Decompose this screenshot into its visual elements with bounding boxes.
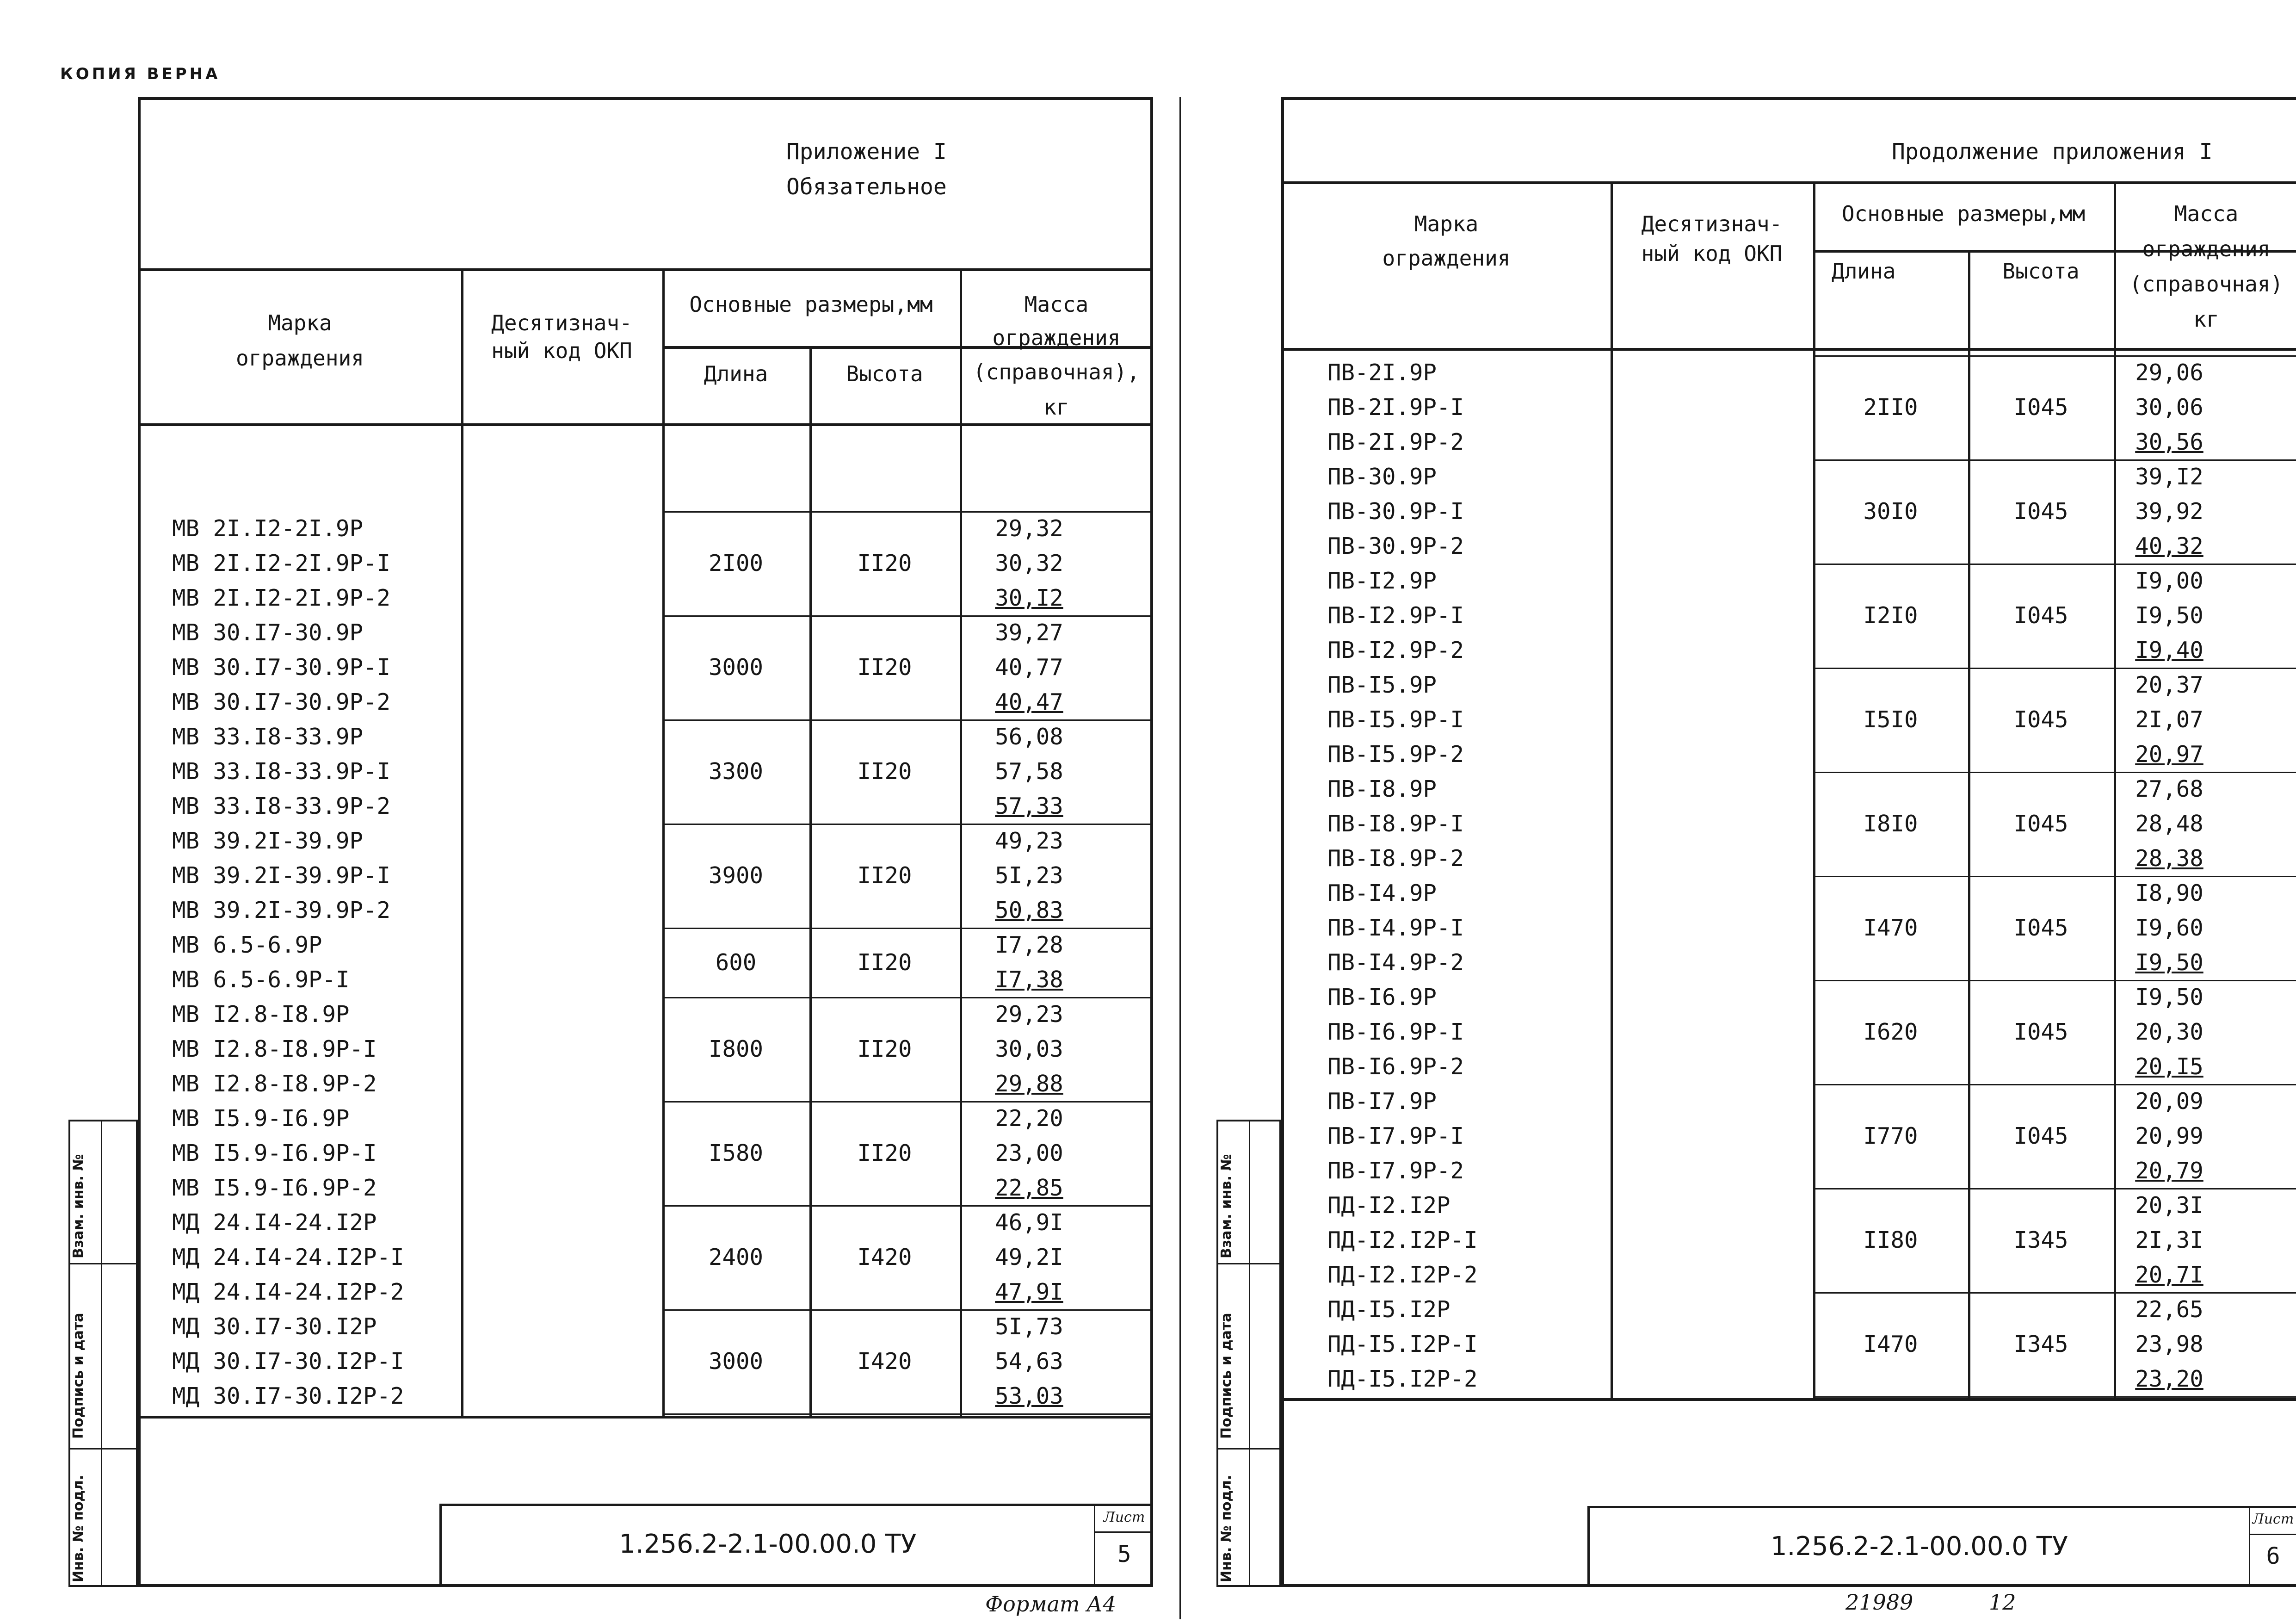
- mark-row: ПД-I2.I2Р: [1327, 1192, 1450, 1219]
- length-value: I5I0: [1863, 706, 1918, 733]
- height-value: I045: [2013, 602, 2068, 629]
- mass-value: I9,50: [2135, 602, 2203, 629]
- height-value: I045: [2013, 498, 2068, 525]
- mark-row: МВ 33.I8-33.9Р: [172, 724, 364, 750]
- mark-row: ПВ-I6.9Р-I: [1327, 1019, 1464, 1045]
- right-side-stamp-label-2: Подпись и дата: [1218, 1313, 1234, 1439]
- mass-group: [2114, 355, 2225, 459]
- mark-row: МВ I2.8-I8.9Р-2: [172, 1071, 377, 1097]
- mass-value: 5I,73: [995, 1313, 1063, 1340]
- r-col-height-header: Высота: [2002, 259, 2080, 284]
- appendix-title: Приложение I: [786, 139, 947, 165]
- height-value: II20: [857, 1140, 912, 1166]
- mark-row: МВ 2I.I2-2I.9Р: [172, 515, 364, 542]
- length-value: 2400: [708, 1244, 763, 1270]
- mass-group: [2114, 1188, 2225, 1292]
- mass-group: [960, 511, 1099, 615]
- mark-row: ПД-I5.I2Р-2: [1327, 1366, 1478, 1392]
- mark-row: МВ 6.5-6.9Р: [172, 932, 322, 958]
- mark-row: ПВ-I5.9Р-2: [1327, 741, 1464, 768]
- length-value: I2I0: [1863, 602, 1918, 629]
- mass-value: 29,88: [995, 1071, 1063, 1097]
- mark-row: МД 30.I7-30.I2Р-2: [172, 1383, 404, 1409]
- mass-group: [2114, 668, 2225, 772]
- length-value: I470: [1863, 1331, 1918, 1357]
- length-value: 3900: [708, 862, 763, 889]
- mass-value: I8,90: [2135, 880, 2203, 906]
- mass-value: 23,98: [2135, 1331, 2203, 1357]
- col-divider-code: [461, 268, 463, 1416]
- r-col-divider-code: [1611, 181, 1613, 1398]
- mark-row: МВ 33.I8-33.9Р-I: [172, 758, 391, 785]
- mass-value: I7,38: [995, 966, 1063, 993]
- r-col-code-header-1: Десятизнач-: [1641, 211, 1783, 236]
- mass-group: [960, 615, 1099, 719]
- mark-row: ПВ-I5.9Р: [1327, 672, 1437, 698]
- mass-value: 22,20: [995, 1105, 1063, 1132]
- mark-row: ПВ-I2.9Р: [1327, 568, 1437, 594]
- length-value: 3300: [708, 758, 763, 785]
- length-value: I770: [1863, 1123, 1918, 1149]
- length-value: I470: [1863, 915, 1918, 941]
- mass-value: 57,33: [995, 793, 1063, 819]
- mass-value: 54,63: [995, 1348, 1063, 1375]
- mass-value: 39,I2: [2135, 464, 2203, 490]
- group-separator: [1813, 1396, 2296, 1398]
- mass-value: 28,38: [2135, 845, 2203, 872]
- right-side-stamp-divider: [1249, 1120, 1250, 1587]
- left-sheet-label: Лист: [1103, 1509, 1145, 1525]
- mark-row: ПВ-I6.9Р: [1327, 984, 1437, 1010]
- r-header-bottom-line: [1281, 348, 2296, 351]
- mark-row: МВ I5.9-I6.9Р: [172, 1105, 350, 1132]
- mass-value: 47,9I: [995, 1279, 1063, 1305]
- mass-value: 20,3I: [2135, 1192, 2203, 1219]
- mark-row: МД 30.I7-30.I2Р: [172, 1313, 377, 1340]
- right-doc-code: 1.256.2-2.1-00.00.0 ТУ: [1770, 1531, 2068, 1561]
- left-side-stamp-divider: [101, 1120, 102, 1587]
- height-value: I045: [2013, 915, 2068, 941]
- mass-value: 40,32: [2135, 533, 2203, 559]
- mark-row: ПВ-I8.9Р-I: [1327, 811, 1464, 837]
- left-side-stamp-label-2: Подпись и дата: [70, 1313, 86, 1439]
- mark-row: ПВ-I4.9Р-2: [1327, 949, 1464, 976]
- col-dims-header: Основные размеры,мм: [689, 292, 933, 317]
- mass-value: 56,08: [995, 724, 1063, 750]
- mass-group: [2114, 1084, 2225, 1188]
- right-sheet-label: Лист: [2252, 1511, 2294, 1527]
- mass-value: 27,68: [2135, 776, 2203, 802]
- col-code-header-2: ный код ОКП: [491, 338, 632, 363]
- mass-value: 23,00: [995, 1140, 1063, 1166]
- mass-value: 2I,3I: [2135, 1227, 2203, 1253]
- mass-value: 30,I2: [995, 585, 1063, 611]
- col-mark-header-2: ограждения: [236, 346, 364, 371]
- height-value: I420: [857, 1244, 912, 1270]
- mark-row: МД 24.I4-24.I2Р-2: [172, 1279, 404, 1305]
- header-top-line: [138, 268, 1153, 271]
- length-value: I8I0: [1863, 811, 1918, 837]
- mark-row: МВ 33.I8-33.9Р-2: [172, 793, 391, 819]
- mass-value: 20,09: [2135, 1088, 2203, 1115]
- mass-value: 46,9I: [995, 1209, 1063, 1236]
- mass-value: 30,03: [995, 1036, 1063, 1062]
- r-header-top-line: [1281, 181, 2296, 184]
- length-value: 3000: [708, 654, 763, 681]
- mass-value: 20,7I: [2135, 1262, 2203, 1288]
- height-value: I045: [2013, 394, 2068, 421]
- r-col-mass-header-1: Масса: [2174, 201, 2239, 226]
- mass-value: 5I,23: [995, 862, 1063, 889]
- mark-row: МВ 39.2I-39.9Р-I: [172, 862, 391, 889]
- mark-row: МВ I5.9-I6.9Р-2: [172, 1175, 377, 1201]
- mass-value: 22,85: [995, 1175, 1063, 1201]
- left-side-stamp-label-3: Взам. инв. №: [70, 1154, 86, 1258]
- mark-row: МВ 2I.I2-2I.9Р-I: [172, 550, 391, 576]
- mass-group: [960, 997, 1099, 1101]
- mark-row: МВ I2.8-I8.9Р: [172, 1001, 350, 1028]
- mark-row: МВ 2I.I2-2I.9Р-2: [172, 585, 391, 611]
- mass-value: I7,28: [995, 932, 1063, 958]
- copy-stamp: КОПИЯ ВЕРНА: [60, 65, 221, 83]
- r-col-length-header: Длина: [1832, 259, 1896, 284]
- left-side-stamp-line-1: [68, 1263, 138, 1264]
- length-value: 3000: [708, 1348, 763, 1375]
- right-side-stamp-line-2: [1216, 1448, 1281, 1450]
- mass-value: I9,50: [2135, 949, 2203, 976]
- height-value: II20: [857, 654, 912, 681]
- mass-value: I9,60: [2135, 915, 2203, 941]
- right-side-stamp-line-1: [1216, 1263, 1281, 1264]
- mass-value: 20,99: [2135, 1123, 2203, 1149]
- length-value: I580: [708, 1140, 763, 1166]
- mass-group: [2114, 772, 2225, 876]
- mark-row: ПВ-30.9Р: [1327, 464, 1437, 490]
- length-value: I620: [1863, 1019, 1918, 1045]
- r-col-mass-header-3: (справочная): [2129, 272, 2284, 297]
- mark-row: МД 24.I4-24.I2Р: [172, 1209, 377, 1236]
- length-value: I800: [708, 1036, 763, 1062]
- length-value: II80: [1863, 1227, 1918, 1253]
- mass-value: I9,40: [2135, 637, 2203, 663]
- height-value: II20: [857, 758, 912, 785]
- height-value: I345: [2013, 1227, 2068, 1253]
- height-value: I045: [2013, 1019, 2068, 1045]
- col-length-header: Длина: [704, 361, 768, 386]
- col-mass-header-3: (справочная),: [973, 359, 1140, 384]
- left-side-stamp-line-2: [68, 1448, 138, 1450]
- col-mass-header-4: кг: [1043, 395, 1069, 420]
- mass-value: 2I,07: [2135, 706, 2203, 733]
- left-side-stamp-label-1: Инв. № подл.: [70, 1474, 86, 1582]
- mass-group: [960, 824, 1099, 928]
- mass-value: 30,32: [995, 550, 1063, 576]
- mark-row: ПВ-I2.9Р-I: [1327, 602, 1464, 629]
- mark-row: МВ 30.I7-30.9Р-I: [172, 654, 391, 681]
- col-mass-header-2: ограждения: [992, 325, 1121, 350]
- right-sheet-number: 6: [2266, 1542, 2280, 1569]
- mark-row: ПВ-I2.9Р-2: [1327, 637, 1464, 663]
- height-value: I045: [2013, 1123, 2068, 1149]
- mark-row: ПВ-I7.9Р-2: [1327, 1158, 1464, 1184]
- mark-row: МВ I5.9-I6.9Р-I: [172, 1140, 377, 1166]
- mass-value: 39,92: [2135, 498, 2203, 525]
- mark-row: ПВ-I7.9Р: [1327, 1088, 1437, 1115]
- mark-row: ПВ-I6.9Р-2: [1327, 1053, 1464, 1080]
- height-value: II20: [857, 1036, 912, 1062]
- r-col-mark-header-1: Марка: [1414, 211, 1479, 236]
- r-col-mass-header-2: ограждения: [2142, 236, 2271, 261]
- mark-row: ПВ-I8.9Р: [1327, 776, 1437, 802]
- left-doc-code: 1.256.2-2.1-00.00.0 ТУ: [619, 1529, 917, 1559]
- mass-value: 20,37: [2135, 672, 2203, 698]
- mass-value: 53,03: [995, 1383, 1063, 1409]
- mark-row: МВ I2.8-I8.9Р-I: [172, 1036, 377, 1062]
- mass-group: [960, 1205, 1099, 1309]
- mass-value: 22,65: [2135, 1296, 2203, 1323]
- r-col-code-header-2: ный код ОКП: [1641, 241, 1783, 266]
- mark-row: ПД-I2.I2Р-2: [1327, 1262, 1478, 1288]
- col-height-header: Высота: [846, 361, 923, 386]
- mass-value: 49,23: [995, 828, 1063, 854]
- bottom-note-2: 12: [1989, 1590, 2016, 1615]
- format-note: Формат А4: [985, 1592, 1117, 1617]
- mass-value: 40,77: [995, 654, 1063, 681]
- mark-row: ПД-I5.I2Р: [1327, 1296, 1450, 1323]
- mass-value: I9,00: [2135, 568, 2203, 594]
- left-sheet-number: 5: [1117, 1541, 1131, 1567]
- mark-row: ПВ-30.9Р-2: [1327, 533, 1464, 559]
- mark-row: ПВ-2I.9Р-I: [1327, 394, 1464, 421]
- continuation-title: Продолжение приложения I: [1892, 139, 2213, 165]
- r-table-bottom-line: [1281, 1398, 2296, 1401]
- table-bottom-line: [138, 1416, 1153, 1419]
- mark-row: ПВ-I8.9Р-2: [1327, 845, 1464, 872]
- height-value: I345: [2013, 1331, 2068, 1357]
- bottom-note-1: 21989: [1845, 1590, 1913, 1615]
- mass-value: 30,06: [2135, 394, 2203, 421]
- col-mass-header-1: Масса: [1024, 292, 1089, 317]
- mass-value: 28,48: [2135, 811, 2203, 837]
- right-side-stamp-label-3: Взам. инв. №: [1218, 1154, 1234, 1258]
- mass-group: [2114, 876, 2225, 980]
- mass-group: [2114, 564, 2225, 668]
- mass-value: 20,30: [2135, 1019, 2203, 1045]
- mass-value: 20,79: [2135, 1158, 2203, 1184]
- mass-value: 20,I5: [2135, 1053, 2203, 1080]
- mass-value: 29,23: [995, 1001, 1063, 1028]
- mass-group: [960, 1101, 1099, 1205]
- mark-row: ПВ-I4.9Р-I: [1327, 915, 1464, 941]
- mark-row: МД 24.I4-24.I2Р-I: [172, 1244, 404, 1270]
- r-col-mark-header-2: ограждения: [1382, 246, 1511, 271]
- mark-row: ПД-I5.I2Р-I: [1327, 1331, 1478, 1357]
- mark-row: МД 30.I7-30.I2Р-I: [172, 1348, 404, 1375]
- right-side-stamp-label-1: Инв. № подл.: [1218, 1474, 1234, 1582]
- right-marks-column: [1327, 355, 1478, 1396]
- col-mark-header-1: Марка: [268, 310, 332, 335]
- left-marks-column: [172, 511, 404, 1413]
- mark-row: ПВ-I5.9Р-I: [1327, 706, 1464, 733]
- appendix-subtitle: Обязательное: [786, 174, 947, 200]
- mass-group: [960, 719, 1099, 824]
- height-value: II20: [857, 949, 912, 976]
- right-sheet-divider: [2249, 1534, 2296, 1535]
- group-separator: [662, 1413, 1153, 1415]
- mark-row: МВ 39.2I-39.9Р-2: [172, 897, 391, 923]
- height-value: I045: [2013, 706, 2068, 733]
- mass-group: [960, 1309, 1099, 1413]
- mark-row: МВ 30.I7-30.9Р-2: [172, 689, 391, 715]
- mass-group: [960, 928, 1099, 997]
- mark-row: ПД-I2.I2Р-I: [1327, 1227, 1478, 1253]
- mass-value: 50,83: [995, 897, 1063, 923]
- mark-row: ПВ-I4.9Р: [1327, 880, 1437, 906]
- mark-row: ПВ-2I.9Р: [1327, 359, 1437, 386]
- mark-row: МВ 30.I7-30.9Р: [172, 619, 364, 646]
- mass-value: 40,47: [995, 689, 1063, 715]
- mass-value: 20,97: [2135, 741, 2203, 768]
- length-value: 2II0: [1863, 394, 1918, 421]
- length-value: 30I0: [1863, 498, 1918, 525]
- length-value: 600: [715, 949, 757, 976]
- mass-value: 57,58: [995, 758, 1063, 785]
- page-fold-line: [1179, 97, 1181, 1619]
- mark-row: ПВ-2I.9Р-2: [1327, 429, 1464, 455]
- length-value: 2I00: [708, 550, 763, 576]
- mass-value: 30,56: [2135, 429, 2203, 455]
- mark-row: ПВ-I7.9Р-I: [1327, 1123, 1464, 1149]
- col-code-header-1: Десятизнач-: [491, 310, 632, 335]
- mark-row: МВ 39.2I-39.9Р: [172, 828, 364, 854]
- mass-group: [2114, 1292, 2225, 1396]
- height-value: II20: [857, 862, 912, 889]
- r-col-dims-header: Основные размеры,мм: [1841, 201, 2086, 226]
- mark-row: ПВ-30.9Р-I: [1327, 498, 1464, 525]
- mark-row: МВ 6.5-6.9Р-I: [172, 966, 350, 993]
- r-col-mass-header-4: кг: [2193, 307, 2219, 332]
- mass-value: 29,32: [995, 515, 1063, 542]
- height-value: II20: [857, 550, 912, 576]
- mass-value: 39,27: [995, 619, 1063, 646]
- mass-value: 49,2I: [995, 1244, 1063, 1270]
- mass-value: I9,50: [2135, 984, 2203, 1010]
- mass-value: 29,06: [2135, 359, 2203, 386]
- mass-value: 23,20: [2135, 1366, 2203, 1392]
- mass-group: [2114, 459, 2225, 564]
- left-sheet-divider: [1094, 1531, 1153, 1533]
- mass-group: [2114, 980, 2225, 1084]
- height-value: I420: [857, 1348, 912, 1375]
- height-value: I045: [2013, 811, 2068, 837]
